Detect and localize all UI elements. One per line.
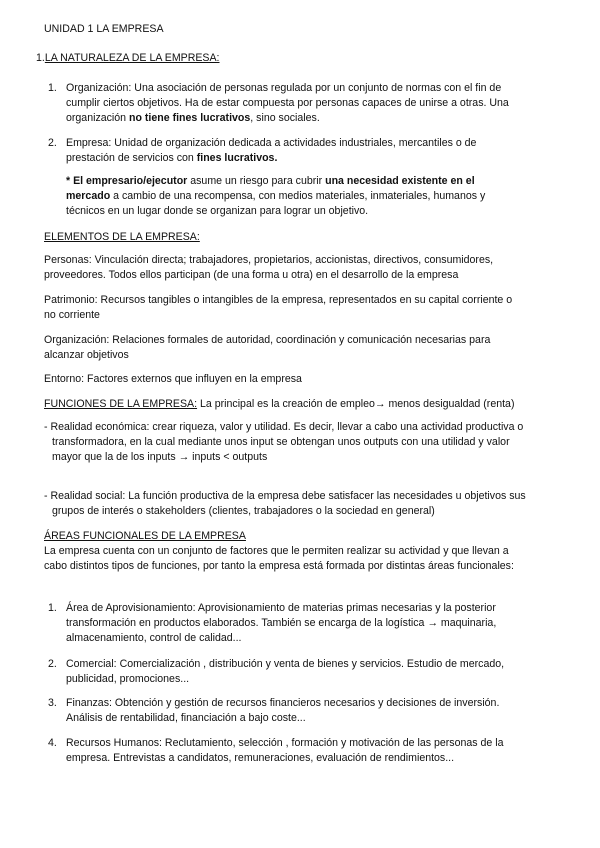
areas-heading: ÁREAS FUNCIONALES DE LA EMPRESA [44, 530, 246, 542]
paragraph-entorno: Entorno: Factores externos que influyen en la empresa [44, 373, 302, 385]
section-heading [36, 51, 220, 66]
areas-intro: La empresa cuenta con un conjunto de factores que le permiten realizar su actividad y que llevan a cabo distintos tipos de funciones, por tanto la empresa está formada por distintas áreas funcionales: [44, 545, 514, 572]
item-text: Organización: Una asociación de personas regulada por un conjunto de normas con el fin de cumplir ciertos objetivos. Ha de estar compuesta por personas capaces de unirse a otras. Una organización [66, 82, 509, 124]
area-recursos-humanos: Recursos Humanos: Reclutamiento, selección , formación y motivación de las personas de la empresa. Entrevistas a candidatos, remuneraciones, evaluación de rendimientos... [66, 737, 504, 764]
list-number: 2. [48, 137, 57, 149]
empresario-note [66, 174, 506, 219]
funcion-realidad-social: - Realidad social: La función productiva de la empresa debe satisfacer las necesidades u objetivos sus grupos de interés o stakeholders (clientes, trabajadores o la sociedad en general) [44, 490, 526, 517]
note-text: a cambio de una recompensa, con medios materiales, inmateriales, humanos y técnicos en un lugar donde se organizan para lograr un objetivo. [66, 190, 486, 217]
list-number: 2. [48, 658, 57, 670]
area-aprovisionamiento: Área de Aprovisionamiento: Aprovisionamiento de materias primas necesarias y la posterior transformación en productos elaborados. También se encarga de la logística → maquinaria, almacenamiento, control de calidad... [66, 602, 497, 644]
funciones-heading: FUNCIONES DE LA EMPRESA: [44, 398, 198, 410]
item-text: , sino sociales. [250, 112, 320, 124]
list-number: 3. [48, 697, 57, 709]
funciones-line [44, 397, 564, 412]
funcion-realidad-economica: - Realidad económica: crear riqueza, valor y utilidad. Es decir, llevar a cabo una actividad productiva o transformadora, en la cual mediante unos input se obtengan unos outputs con una utilidad y valor mayor que la de los inputs → inputs < outputs [44, 421, 524, 463]
area-comercial: Comercial: Comercialización , distribución y venta de bienes y servicios. Estudio de mercado, publicidad, promociones... [66, 658, 505, 685]
elementos-heading: ELEMENTOS DE LA EMPRESA: [44, 231, 200, 243]
section-title: LA NATURALEZA DE LA EMPRESA: [44, 52, 220, 64]
item-text: Empresa: Unidad de organización dedicada a actividades industriales, mercantiles o de prestación de servicios con [66, 137, 477, 164]
paragraph-patrimonio: Patrimonio: Recursos tangibles o intangibles de la empresa, representados en su capital corriente o no corriente [44, 294, 513, 321]
paragraph-personas: Personas: Vinculación directa; trabajadores, propietarios, accionistas, directivos, consumidores, proveedores. Todos ellos participan (de una forma u otra) en el desarrollo de la empresa [44, 254, 494, 281]
section-number: 1. [36, 52, 45, 64]
note-bold-text: * El empresario/ejecutor [66, 175, 188, 187]
area-finanzas: Finanzas: Obtención y gestión de recursos financieros necesarios y decisiones de inversión. Análisis de rentabilidad, financiación a bajo coste... [66, 697, 500, 724]
list-item-organizacion [66, 81, 536, 126]
note-bold-text: una necesidad existente en el mercado [66, 175, 475, 202]
list-number: 1. [48, 602, 57, 614]
item-bold-text: no tiene fines lucrativos [129, 112, 251, 124]
paragraph-organizacion: Organización: Relaciones formales de autoridad, coordinación y comunicación necesarias para alcanzar objetivos [44, 334, 491, 361]
list-number: 1. [48, 82, 57, 94]
list-item-empresa [66, 136, 506, 166]
item-bold-text: fines lucrativos. [196, 152, 278, 164]
list-number: 4. [48, 737, 57, 749]
note-text: asume un riesgo para cubrir [187, 175, 326, 187]
document-title: UNIDAD 1 LA EMPRESA [44, 23, 164, 35]
funciones-intro: La principal es la creación de empleo→ menos desigualdad (renta) [197, 398, 515, 410]
